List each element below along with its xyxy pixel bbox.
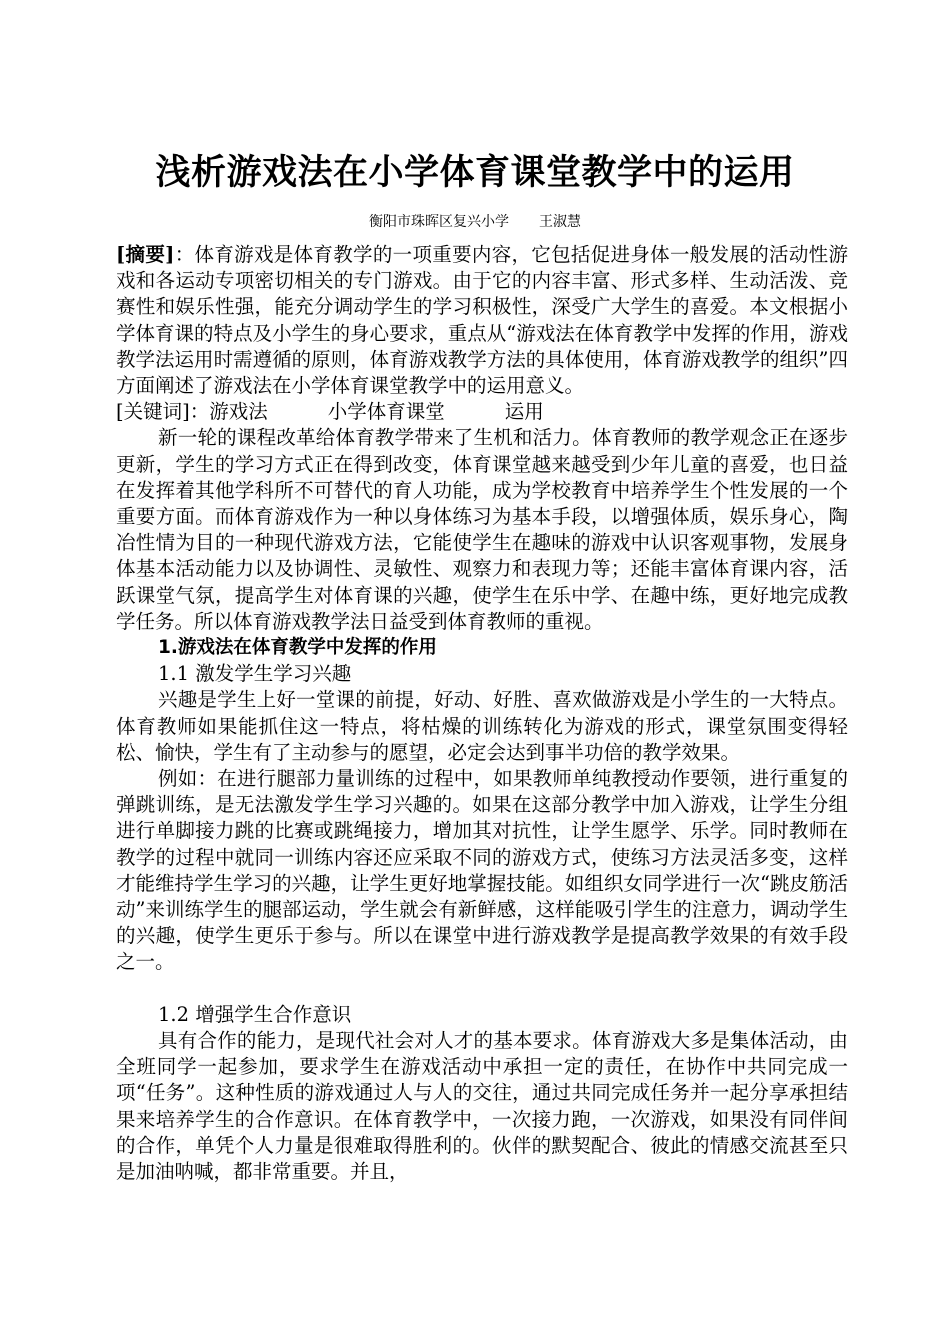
keyword-item: 运用 — [504, 400, 544, 424]
intro-paragraph: 新一轮的课程改革给体育教学带来了生机和活力。体育教师的教学观念正在逐步更新，学生的学习方式正在得到改变，体育课堂越来越受到少年儿童的喜爱，也日益在发挥着其他学科所不可替代的育人功能，成为学校教育中培养学生个性发展的一个重要方面。而体育游戏作为一种以身体练习为基本手段，以增强体质，娱乐身心，陶冶性情为目的一种现代游戏方法，它能使学生在趣味的游戏中认识客观事物，发展身体基本活动能力以及协调性、灵敏性、观察力和表现力等；还能丰富体育课内容，活跃课堂气氛，提高学生对体育课的兴趣，使学生在乐中学、在趣中练，更好地完成教学任务。所以体育游戏教学法日益受到体育教师的重视。 — [116, 426, 848, 633]
body-paragraph: 具有合作的能力，是现代社会对人才的基本要求。体育游戏大多是集体活动，由全班同学一起参加，要求学生在游戏活动中承担一定的责任，在协作中共同完成一项“任务”。这种性质的游戏通过人与人的交往，通过共同完成任务并一起分享承担结果来培养学生的合作意识。在体育教学中，一次接力跑，一次游戏，如果没有同伴间的合作，单凭个人力量是很难取得胜利的。伙伴的默契配合、彼此的情感交流甚至只是加油呐喊，都非常重要。并且， — [116, 1029, 848, 1184]
body-paragraph: 兴趣是学生上好一堂课的前提，好动、好胜、喜欢做游戏是小学生的一大特点。体育教师如果能抓住这一特点，将枯燥的训练转化为游戏的形式，课堂氛围变得轻松、愉快，学生有了主动参与的愿望，必定会达到事半功倍的教学效果。 — [116, 688, 848, 764]
document-body — [116, 242, 848, 1185]
blank-line — [116, 976, 848, 1002]
keyword-item: 游戏法 — [209, 400, 268, 424]
body-paragraph: 例如：在进行腿部力量训练的过程中，如果教师单纯教授动作要领，进行重复的弹跳训练，是无法激发学生学习兴趣的。如果在这部分教学中加入游戏，让学生分组进行单脚接力跳的比赛或跳绳接力，增加其对抗性，让学生愿学、乐学。同时教师在教学的过程中就同一训练内容还应采取不同的游戏方式，使练习方法灵活多变，这样才能维持学生学习的兴趣，让学生更好地掌握技能。如组织女同学进行一次“跳皮筋活动”来训练学生的腿部运动，学生就会有新鲜感，这样能吸引学生的注意力，调动学生的兴趣，使学生更乐于参与。所以在课堂中进行游戏教学是提高教学效果的有效手段之一。 — [116, 767, 848, 974]
keywords-line — [116, 399, 848, 425]
keyword-item: 小学体育课堂 — [327, 400, 445, 424]
author-school: 衡阳市珠晖区复兴小学 — [369, 214, 509, 230]
abstract-paragraph — [116, 242, 848, 399]
abstract-label: [摘要] — [116, 243, 175, 266]
author-line — [0, 212, 950, 232]
page-title: 浅析游戏法在小学体育课堂教学中的运用 — [155, 153, 795, 193]
subsection-heading: 1.2 增强学生合作意识 — [158, 1002, 352, 1026]
section-heading: 1.游戏法在体育教学中发挥的作用 — [158, 637, 437, 659]
author-name: 王淑慧 — [539, 214, 581, 230]
keywords-label: [关键词]： — [116, 400, 210, 424]
subsection-heading: 1.1 激发学生学习兴趣 — [158, 662, 352, 686]
abstract-text: ：体育游戏是体育教学的一项重要内容，它包括促进身体一般发展的活动性游戏和各运动专项密切相关的专门游戏。由于它的内容丰富、形式多样、生动活泼、竞赛性和娱乐性强，能充分调动学生的学习积极性，深受广大学生的喜爱。本文根据小学体育课的特点及小学生的身心要求，重点从“游戏法在体育教学中发挥的作用，游戏教学法运用时需遵循的原则，体育游戏教学方法的具体使用，体育游戏教学的组织”四方面阐述了游戏法在小学体育课堂教学中的运用意义。 — [116, 243, 848, 398]
